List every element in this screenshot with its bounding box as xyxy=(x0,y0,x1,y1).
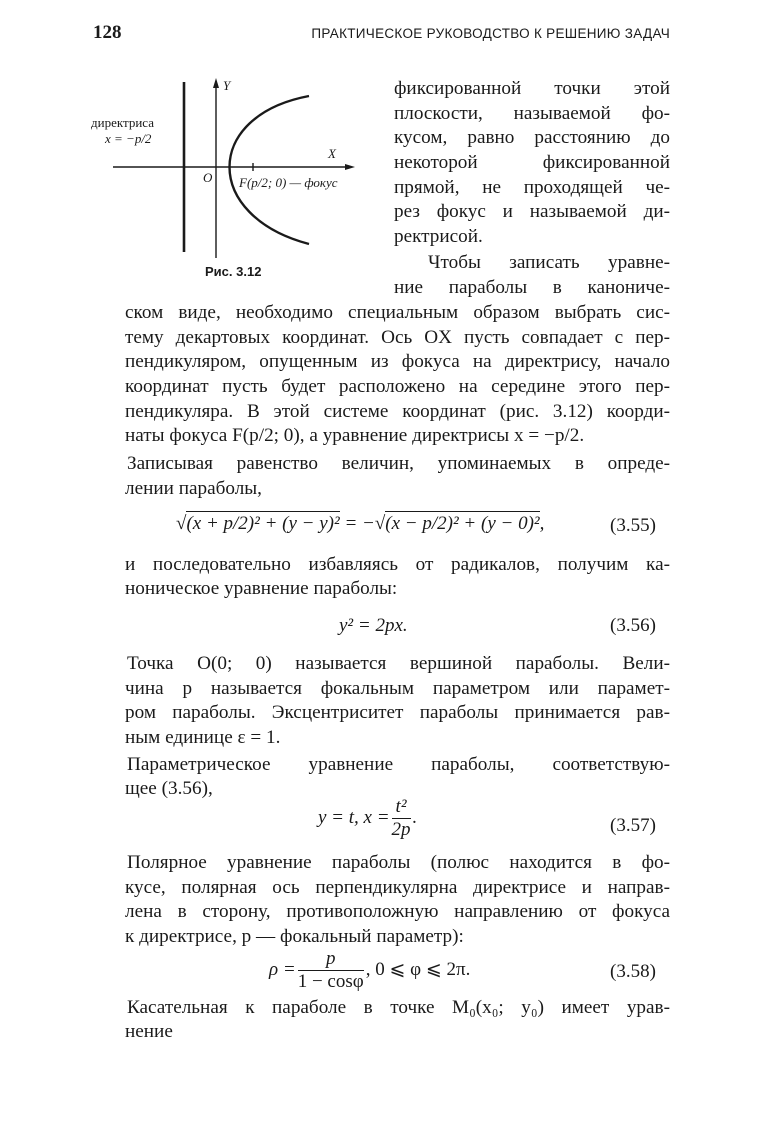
text-line: прямой, не проходящей че- xyxy=(394,177,670,198)
eq358-lead: ρ = xyxy=(269,958,296,980)
origin-label: O xyxy=(203,170,213,185)
eq357-lead: y = t, x = xyxy=(318,806,390,828)
text-line: лении параболы, xyxy=(125,478,262,499)
text-line: Полярное уравнение параболы (полюс находится в фо- xyxy=(127,852,670,873)
eq357-fraction xyxy=(392,796,411,841)
text-line: Записывая равенство величин, упоминаемых в опреде- xyxy=(127,453,670,474)
focus-label: F(p/2; 0) — фокус xyxy=(239,175,338,190)
eq355-mid: = − xyxy=(339,513,375,534)
equation-3-56: y² = 2px. xyxy=(339,615,408,636)
text-line: пендикуляра. В этой системе координат (рис. 3.12) коорди- xyxy=(125,401,670,422)
eq358-tail: , 0 ⩽ φ ⩽ 2π. xyxy=(365,958,471,980)
text-line: плоскости, называемой фо- xyxy=(394,103,670,124)
text-line: ноническое уравнение параболы: xyxy=(125,578,398,599)
text-line: ным единице ε = 1. xyxy=(125,727,281,748)
equation-3-55: √(x + p/2)² + (y − y)² = −√(x − p/2)² + (y − 0)², xyxy=(176,513,545,534)
text-line: кусом, равно расстоянию до xyxy=(394,127,670,148)
text-line: и последовательно избавляясь от радикалов, получим ка- xyxy=(125,554,670,575)
figure-caption: Рис. 3.12 xyxy=(205,264,262,279)
text-line: Параметрическое уравнение параболы, соответствую- xyxy=(127,754,670,775)
figure-parabola xyxy=(93,76,379,282)
eq355-tail: , xyxy=(539,513,545,534)
eq357-denominator: 2p xyxy=(391,819,411,840)
text-line: Чтобы записать уравне- xyxy=(428,252,670,273)
text-line: координат пусть будет расположено на середине этого пер- xyxy=(125,376,670,397)
y-axis-label: Y xyxy=(223,78,231,93)
eq358-fraction xyxy=(298,948,364,993)
equation-number-3-55: (3.55) xyxy=(610,515,656,536)
eq357-tail: . xyxy=(412,806,418,828)
text-line: ректрисой. xyxy=(394,226,483,247)
running-title: ПРАКТИЧЕСКОЕ РУКОВОДСТВО К РЕШЕНИЮ ЗАДАЧ xyxy=(311,26,670,41)
equation-number-3-56: (3.56) xyxy=(610,615,656,636)
text-line: ние параболы в канониче- xyxy=(394,277,670,298)
equation-number-3-58: (3.58) xyxy=(610,961,656,982)
text-line: ром параболы. Эксцентриситет параболы принимается рав- xyxy=(125,702,670,723)
text-line: лена в сторону, противоположную направлению от фокуса xyxy=(125,901,670,922)
x-axis-label: X xyxy=(328,146,336,161)
directrix-word-label: директриса xyxy=(91,115,154,130)
parabola-curve xyxy=(230,96,310,244)
eq355-left-radicand: (x + p/2)² + (y − y)² xyxy=(186,513,340,534)
text-line: наты фокуса F(p/2; 0), а уравнение директрисы x = −p/2. xyxy=(125,425,585,446)
x-axis-arrow xyxy=(345,164,355,170)
page-header xyxy=(93,22,670,48)
text-line: фиксированной точки этой xyxy=(394,78,670,99)
text-line: Точка O(0; 0) называется вершиной параболы. Вели- xyxy=(127,653,670,674)
text-line: рез фокус и называемой ди- xyxy=(394,201,670,222)
text-line: к директрисе, p — фокальный параметр): xyxy=(125,926,464,947)
page-number: 128 xyxy=(93,22,122,43)
text-line: щее (3.56), xyxy=(125,778,213,799)
text-line: тему декартовых координат. Ось OX пусть совпадает с пер- xyxy=(125,327,670,348)
text-line: чина p называется фокальным параметром или парамет- xyxy=(125,678,670,699)
eq358-denominator: 1 − cosφ xyxy=(297,971,364,992)
eq358-numerator: p xyxy=(298,948,364,971)
equation-3-58 xyxy=(269,948,470,993)
directrix-equation-label: x = −p/2 xyxy=(105,131,152,146)
eq355-right-radicand: (x − p/2)² + (y − 0)² xyxy=(385,513,540,534)
text-line: нение xyxy=(125,1021,173,1042)
eq357-numerator: t² xyxy=(392,796,411,819)
text-line: кусе, полярная ось перпендикулярна директрисе и направ- xyxy=(125,877,670,898)
text-line: некоторой фиксированной xyxy=(394,152,670,173)
equation-3-57 xyxy=(318,796,417,841)
y-axis-arrow xyxy=(213,78,219,88)
equation-number-3-57: (3.57) xyxy=(610,815,656,836)
text-line: Касательная к параболе в точке M₀(x₀; y₀) имеет урав- xyxy=(127,997,670,1018)
text-line: пендикуляром, опущенным из фокуса на директрису, начало xyxy=(125,351,670,372)
text-line: ском виде, необходимо специальным образом выбрать сис- xyxy=(125,302,670,323)
